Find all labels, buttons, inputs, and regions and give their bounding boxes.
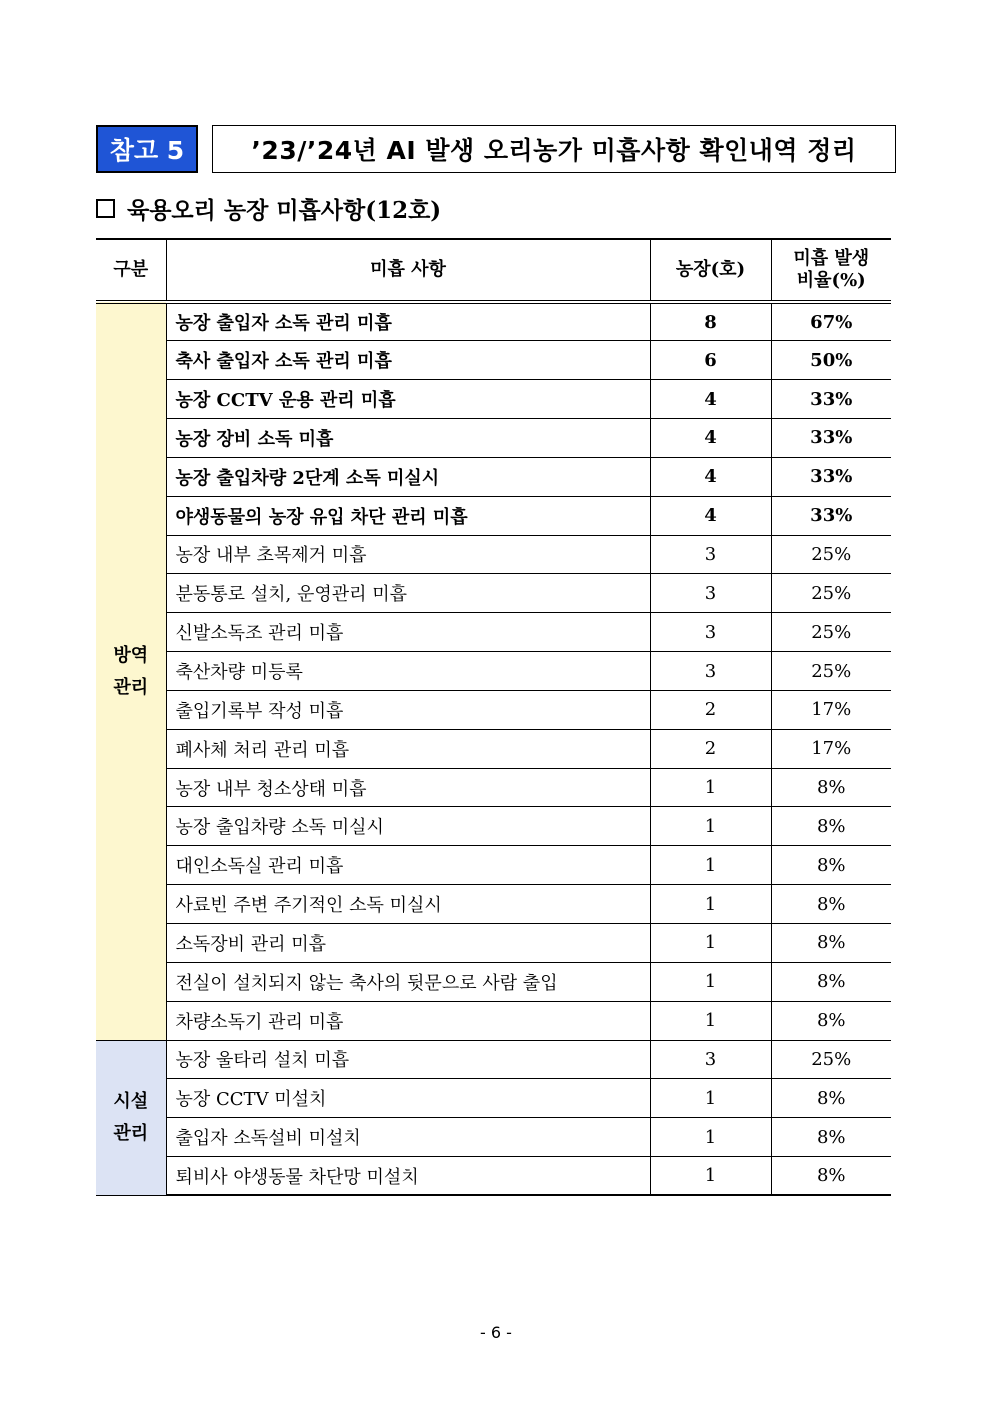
table-row (96, 1040, 891, 1079)
item-cell: 전실이 설치되지 않는 축사의 뒷문으로 사람 출입 (166, 962, 650, 1001)
farms-cell: 2 (650, 729, 771, 768)
item-cell: 퇴비사 야생동물 차단망 미설치 (166, 1157, 650, 1196)
table-row (96, 807, 891, 846)
table-row (96, 846, 891, 885)
section-title: 육용오리 농장 미흡사항(12호) (127, 196, 442, 224)
ratio-cell: 8% (771, 962, 891, 1001)
checkbox-square-icon (96, 199, 115, 218)
item-cell: 농장 내부 청소상태 미흡 (166, 768, 650, 807)
table-row (96, 613, 891, 652)
page-number: - 6 - (480, 1323, 512, 1342)
farms-cell: 3 (650, 613, 771, 652)
item-cell: 농장 CCTV 운용 관리 미흡 (166, 380, 650, 419)
category-label-line2: 관리 (113, 676, 149, 698)
ratio-cell: 25% (771, 613, 891, 652)
ratio-cell: 67% (771, 302, 891, 341)
item-cell: 사료빈 주변 주기적인 소독 미실시 (166, 885, 650, 924)
ratio-cell: 17% (771, 729, 891, 768)
table-row (96, 535, 891, 574)
category-cell (96, 302, 166, 1040)
item-cell: 농장 울타리 설치 미흡 (166, 1040, 650, 1079)
table-row (96, 962, 891, 1001)
table-row (96, 729, 891, 768)
table-row (96, 1001, 891, 1040)
table-row (96, 1079, 891, 1118)
ratio-cell: 50% (771, 341, 891, 380)
table-row (96, 690, 891, 729)
farms-cell: 1 (650, 768, 771, 807)
ratio-cell: 25% (771, 652, 891, 691)
table-row (96, 341, 891, 380)
table-row (96, 419, 891, 458)
column-header-item: 미흡 사항 (166, 239, 650, 302)
item-cell: 출입자 소독설비 미설치 (166, 1118, 650, 1157)
item-cell: 신발소독조 관리 미흡 (166, 613, 650, 652)
table-row (96, 302, 891, 341)
item-cell: 출입기록부 작성 미흡 (166, 690, 650, 729)
farms-cell: 1 (650, 1157, 771, 1196)
ratio-cell: 8% (771, 1118, 891, 1157)
table-row (96, 496, 891, 535)
ratio-cell: 8% (771, 1001, 891, 1040)
item-cell: 야생동물의 농장 유입 차단 관리 미흡 (166, 496, 650, 535)
item-cell: 축산차량 미등록 (166, 652, 650, 691)
ratio-cell: 8% (771, 768, 891, 807)
item-cell: 농장 출입차량 소독 미실시 (166, 807, 650, 846)
farms-cell: 2 (650, 690, 771, 729)
farms-cell: 1 (650, 846, 771, 885)
ratio-cell: 8% (771, 1157, 891, 1196)
table-row (96, 1118, 891, 1157)
ratio-cell: 8% (771, 885, 891, 924)
farms-cell: 1 (650, 962, 771, 1001)
item-cell: 농장 CCTV 미설치 (166, 1079, 650, 1118)
table-row (96, 1157, 891, 1196)
table-header-row (96, 239, 891, 302)
ratio-cell: 33% (771, 380, 891, 419)
farms-cell: 8 (650, 302, 771, 341)
item-cell: 차량소독기 관리 미흡 (166, 1001, 650, 1040)
ratio-cell: 25% (771, 574, 891, 613)
table-row (96, 885, 891, 924)
item-cell: 농장 출입차량 2단계 소독 미실시 (166, 457, 650, 496)
table-body (96, 302, 891, 1195)
category-label-line1: 시설 (113, 1090, 149, 1112)
column-header-ratio (771, 239, 891, 302)
ratio-cell: 33% (771, 419, 891, 458)
ratio-cell: 33% (771, 496, 891, 535)
ratio-cell: 33% (771, 457, 891, 496)
item-cell: 분동통로 설치, 운영관리 미흡 (166, 574, 650, 613)
table-row (96, 768, 891, 807)
farms-cell: 3 (650, 1040, 771, 1079)
farms-cell: 3 (650, 574, 771, 613)
section-heading (96, 190, 441, 226)
farms-cell: 1 (650, 1118, 771, 1157)
farms-cell: 1 (650, 885, 771, 924)
ratio-cell: 8% (771, 807, 891, 846)
farms-cell: 4 (650, 457, 771, 496)
item-cell: 농장 출입자 소독 관리 미흡 (166, 302, 650, 341)
column-header-category: 구분 (96, 239, 166, 302)
ratio-cell: 8% (771, 1079, 891, 1118)
ratio-header-line2: 비율(%) (796, 270, 866, 291)
ratio-cell: 17% (771, 690, 891, 729)
farms-cell: 1 (650, 1079, 771, 1118)
farms-cell: 1 (650, 807, 771, 846)
deficiency-table (96, 238, 891, 1196)
item-cell: 축사 출입자 소독 관리 미흡 (166, 341, 650, 380)
item-cell: 대인소독실 관리 미흡 (166, 846, 650, 885)
column-header-farms: 농장(호) (650, 239, 771, 302)
farms-cell: 4 (650, 380, 771, 419)
ratio-cell: 8% (771, 846, 891, 885)
farms-cell: 1 (650, 1001, 771, 1040)
farms-cell: 3 (650, 652, 771, 691)
item-cell: 폐사체 처리 관리 미흡 (166, 729, 650, 768)
farms-cell: 6 (650, 341, 771, 380)
ratio-header-line1: 미흡 발생 (793, 248, 870, 269)
table-row (96, 380, 891, 419)
table-row (96, 652, 891, 691)
farms-cell: 3 (650, 535, 771, 574)
farms-cell: 1 (650, 924, 771, 963)
category-cell (96, 1040, 166, 1195)
category-label-line2: 관리 (113, 1122, 149, 1144)
item-cell: 소독장비 관리 미흡 (166, 924, 650, 963)
table-row (96, 574, 891, 613)
item-cell: 농장 내부 초목제거 미흡 (166, 535, 650, 574)
table-row (96, 924, 891, 963)
ratio-cell: 8% (771, 924, 891, 963)
item-cell: 농장 장비 소독 미흡 (166, 419, 650, 458)
page-title: ’23/’24년 AI 발생 오리농가 미흡사항 확인내역 정리 (212, 125, 896, 173)
reference-badge: 참고 5 (96, 125, 198, 173)
table-row (96, 457, 891, 496)
category-label-line1: 방역 (113, 644, 149, 666)
farms-cell: 4 (650, 496, 771, 535)
farms-cell: 4 (650, 419, 771, 458)
ratio-cell: 25% (771, 1040, 891, 1079)
page-header (96, 125, 896, 173)
ratio-cell: 25% (771, 535, 891, 574)
